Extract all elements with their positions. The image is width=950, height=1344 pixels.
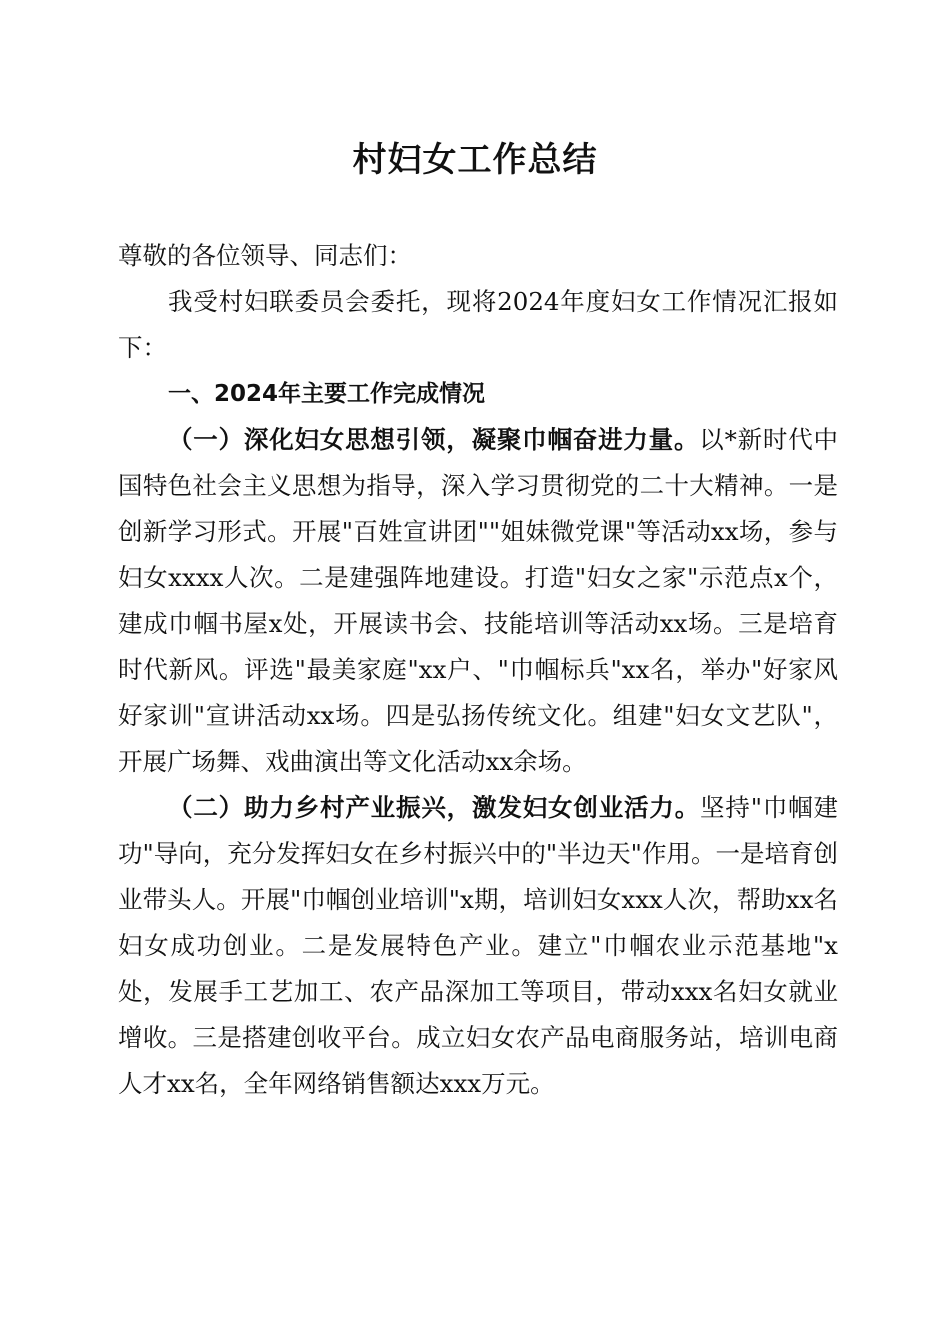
- item-1-text: 以*新时代中国特色社会主义思想为指导，深入学习贯彻党的二十大精神。一是创新学习形式。开展"百姓宣讲团""姐妹微党课"等活动xx场，参与妇女xxxx人次。二是建强阵地建设。打造"妇女之家"示范点x个，建成巾帼书屋x处，开展读书会、技能培训等活动xx场。三是培育时代新风。评选"最美家庭"xx户、"巾帼标兵"xx名，举办"好家风好家训"宣讲活动xx场。四是弘扬传统文化。组建"妇女文艺队"，开展广场舞、戏曲演出等文化活动xx余场。: [118, 425, 839, 776]
- salutation: 尊敬的各位领导、同志们：: [118, 241, 412, 270]
- paragraph-item-1: [118, 417, 838, 785]
- document-body: [118, 233, 838, 1107]
- document-title: 村妇女工作总结: [352, 140, 598, 180]
- section-heading: 一、2024年主要工作完成情况: [168, 381, 486, 407]
- item-1-lead: （一）深化妇女思想引领，凝聚巾帼奋进力量。: [168, 425, 700, 454]
- paragraph-item-2: [118, 785, 838, 1107]
- intro-paragraph: 我受村妇联委员会委托，现将2024年度妇女工作情况汇报如下：: [118, 287, 838, 362]
- item-2-lead: （二）助力乡村产业振兴，激发妇女创业活力。: [168, 793, 701, 822]
- item-2-text: 坚持"巾帼建功"导向，充分发挥妇女在乡村振兴中的"半边天"作用。一是培育创业带头人。开展"巾帼创业培训"x期，培训妇女xxx人次，帮助xx名妇女成功创业。二是发展特色产业。建立"巾帼农业示范基地"x处，发展手工艺加工、农产品深加工等项目，带动xxx名妇女就业增收。三是搭建创收平台。成立妇女农产品电商服务站，培训电商人才xx名，全年网络销售额达xxx万元。: [118, 793, 838, 1098]
